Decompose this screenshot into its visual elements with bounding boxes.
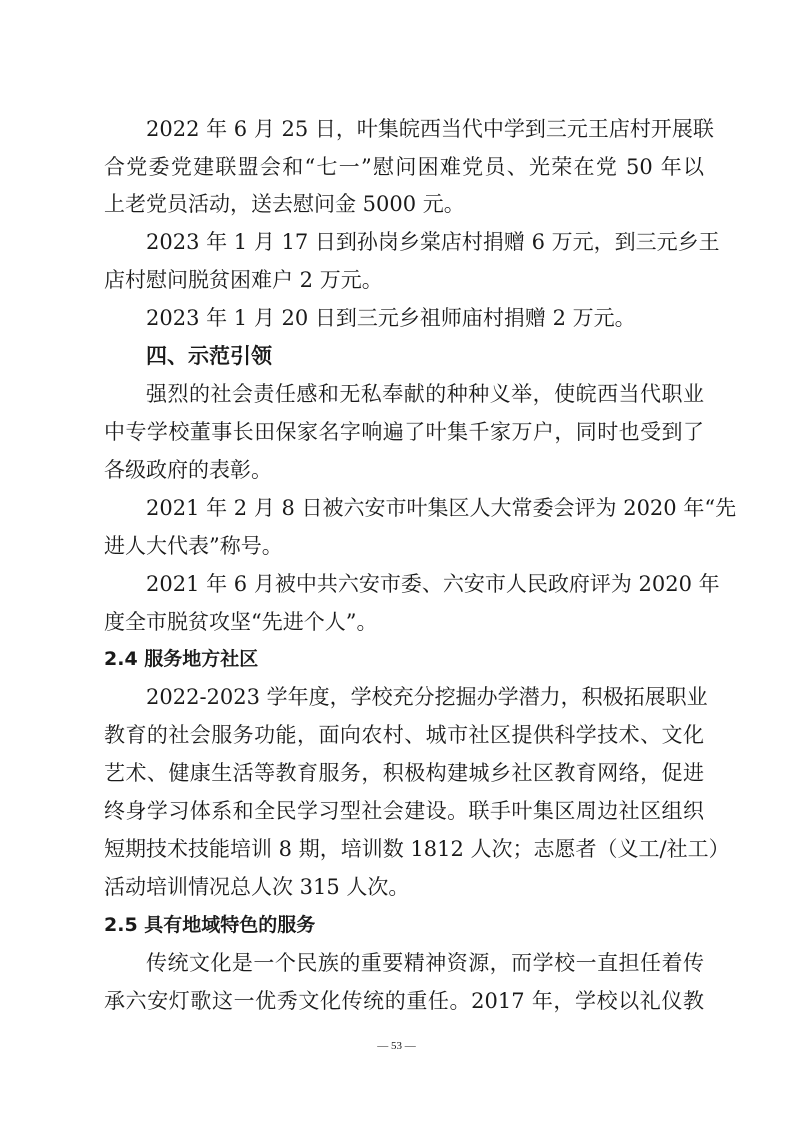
section-heading: 四、示范引领 <box>146 344 272 368</box>
paragraph-line: 2021 年 2 月 8 日被六安市叶集区人大常委会评为 2020 年“先 <box>146 496 737 520</box>
paragraph-line: 中专学校董事长田保家名字响遍了叶集千家万户，同时也受到了 <box>104 420 704 444</box>
paragraph-line: 传统文化是一个民族的重要精神资源，而学校一直担任着传 <box>146 951 704 975</box>
paragraph-line: 活动培训情况总人次 315 人次。 <box>104 875 410 899</box>
paragraph-line: 2022-2023 学年度，学校充分挖掘办学潜力，积极拓展职业 <box>146 685 708 709</box>
paragraph-line: 各级政府的表彰。 <box>104 458 272 482</box>
page-number: — 53 — <box>377 1040 416 1052</box>
subsection-heading: 2.5 具有地域特色的服务 <box>104 914 316 936</box>
paragraph-line: 教育的社会服务功能，面向农村、城市社区提供科学技术、文化 <box>104 723 704 747</box>
paragraph-line: 承六安灯歌这一优秀文化传统的重任。2017 年，学校以礼仪教 <box>104 989 704 1013</box>
paragraph-line: 店村慰问脱贫困难户 2 万元。 <box>104 268 383 292</box>
paragraph-line: 2023 年 1 月 20 日到三元乡祖师庙村捐赠 2 万元。 <box>146 306 636 330</box>
paragraph-line: 度全市脱贫攻坚“先进个人”。 <box>104 610 378 634</box>
paragraph-line: 2021 年 6 月被中共六安市委、六安市人民政府评为 2020 年 <box>146 572 720 596</box>
paragraph-line: 2022 年 6 月 25 日，叶集皖西当代中学到三元王店村开展联 <box>146 117 714 141</box>
paragraph-line: 强烈的社会责任感和无私奉献的种种义举，使皖西当代职业 <box>146 382 704 406</box>
paragraph-line: 艺术、健康生活等教育服务，积极构建城乡社区教育网络，促进 <box>104 761 704 785</box>
paragraph-line: 2023 年 1 月 17 日到孙岗乡棠店村捐赠 6 万元，到三元乡王 <box>146 230 720 254</box>
paragraph-line: 终身学习体系和全民学习型社会建设。联手叶集区周边社区组织 <box>104 799 704 823</box>
paragraph-line: 上老党员活动，送去慰问金 5000 元。 <box>104 192 465 216</box>
subsection-heading: 2.4 服务地方社区 <box>104 648 259 670</box>
paragraph-line: 进人大代表”称号。 <box>104 534 283 558</box>
paragraph-line: 合党委党建联盟会和“七一”慰问困难党员、光荣在党 50 年以 <box>104 155 704 179</box>
paragraph-line: 短期技术技能培训 8 期，培训数 1812 人次；志愿者（义工/社工） <box>104 837 730 861</box>
